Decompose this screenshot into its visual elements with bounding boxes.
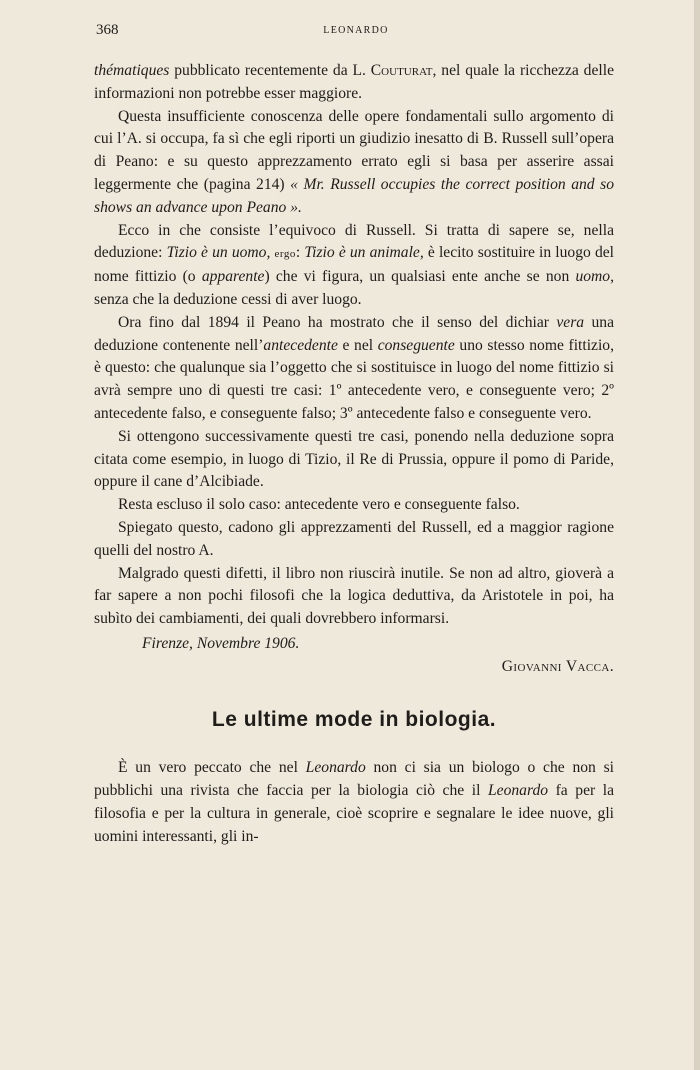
section-body [94,757,614,848]
page-number: 368 [96,22,119,38]
italic-text: Tizio è un animale, [304,244,424,262]
text-run: è lecito sostituire in luogo del nome fittizio (o [94,244,614,286]
paragraph [94,757,614,848]
text-run: È un vero peccato che nel [118,759,306,777]
text-run: Ora fino dal 1894 il Peano ha mostrato che il senso del dichiar [118,313,557,331]
article-body [94,60,614,631]
italic-text: Leonardo [487,782,549,800]
text-run: non ci sia un biologo o che non si pubblichi una rivista che faccia per la biologia ciò che il [94,759,614,800]
italic-text: apparente [201,268,265,286]
text-run: e nel [337,336,378,354]
italic-text: antecedente [263,336,338,354]
small-caps-text: Couturat [370,62,433,79]
text-run: pubblicato recentemente da L. [169,62,371,79]
author-signature: Giovanni Vacca. [501,657,614,675]
text-run: fa per la filosofia e per la cultura in generale, cioè scoprire e segnalare le idee nuove, gli uomini interessanti, gli in- [94,782,614,845]
text-run: , nel quale la ricchezza delle informazioni non potrebbe esser maggiore. [94,62,614,102]
paragraph [94,106,614,220]
page-edge [694,0,700,1070]
paragraph [94,517,614,563]
text-run: Si ottengono successivamente questi tre casi, ponendo nella deduzione sopra citata come esempio, in luogo di Tizio, il Re di Prussia, oppure il pomo di Paride, oppure il cane d’Alcibiade. [94,427,614,491]
section-title: Le ultime mode in biologia. [211,707,497,731]
paragraph [94,312,614,426]
italic-text: Leonardo [305,759,366,777]
italic-text: conseguente [377,336,455,354]
paragraph [94,60,614,106]
text-run: uno stesso nome fittizio, è questo: che qualunque sia l’oggetto che si sostituisce in luogo del nome fittizio si avrà sempre uno di questi tre casi: 1º antecedente vero, e conseguente vero; 2º antecedente falso, e conseguente falso; 3º antecedente falso e conseguente vero. [94,336,614,422]
small-caps-text: ergo [274,248,296,261]
text-run: Spiegato questo, cadono gli apprezzamenti del Russell, ed a maggior ragione quelli del nostro A. [94,518,614,559]
paragraph [94,494,614,517]
italic-text: uomo, [575,268,614,286]
running-title: LEONARDO [323,25,389,36]
text-run: ) che vi figura, un qualsiasi ente anche se non [264,268,576,286]
page-content [94,60,614,849]
italic-text: Tizio è un uomo, [166,244,271,262]
text-run: una deduzione contenente nell’ [94,313,614,354]
italic-text: « Mr. Russell occupies the correct position and so shows an advance upon Peano ». [94,175,615,216]
text-run: Questa insufficiente conoscenza delle opere fondamentali sullo argomento di cui l’A. si occupa, fa sì che egli riporti un giudizio inesatto di B. Russell sull’opera di Peano: e su questo apprezzamento errato egli si basa per asserire assai leggermente che (pagina 214) [94,107,614,193]
paragraph [94,426,614,494]
italic-text: thématiques [94,62,170,79]
text-run: Ecco in che consiste l’equivoco di Russell. Si tratta di sapere se, nella deduzione: [94,221,614,262]
dateline: Firenze, Novembre 1906. [142,634,300,652]
text-run: Resta escluso il solo caso: antecedente vero e conseguente falso. [118,496,520,514]
text-run: Malgrado questi difetti, il libro non riuscirà inutile. Se non ad altro, gioverà a far sapere a non pochi filosofi che la logica deduttiva, da Aristotele in poi, ha subìto dei cambiamenti, dei quali dovrebbero informarsi. [94,564,614,628]
text-run: : [295,244,305,262]
text-run: senza che la deduzione cessi di aver luogo. [94,290,362,308]
running-head [96,22,616,42]
paragraph [94,563,614,631]
paragraph [94,220,614,312]
italic-text: vera [556,313,585,331]
